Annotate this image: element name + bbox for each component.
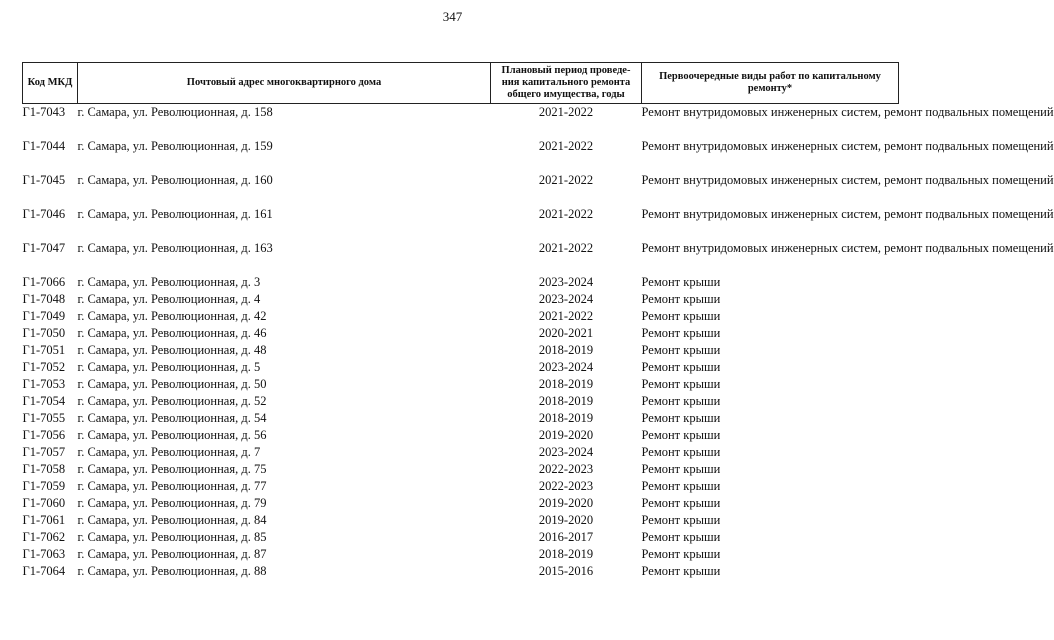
cell-period: 2019-2020 — [538, 428, 594, 442]
cell-period: 2018-2019 — [538, 343, 594, 357]
cell-address: г. Самара, ул. Революционная, д. 3 — [77, 275, 261, 289]
cell-works: Ремонт крыши — [641, 564, 721, 578]
table-row — [23, 240, 899, 274]
cell-works: Ремонт внутридомовых инженерных систем, ремонт подвальных помещений — [641, 207, 1054, 221]
cell-period: 2019-2020 — [538, 513, 594, 527]
cell-address: г. Самара, ул. Революционная, д. 79 — [77, 496, 267, 510]
cell-code: Г1-7055 — [22, 411, 66, 425]
repair-schedule-table — [22, 62, 1054, 580]
cell-period: 2018-2019 — [538, 411, 594, 425]
table-row — [23, 274, 899, 291]
cell-period: 2021-2022 — [538, 105, 594, 119]
table-row — [23, 206, 899, 240]
cell-address: г. Самара, ул. Революционная, д. 160 — [77, 173, 273, 187]
cell-period: 2019-2020 — [538, 496, 594, 510]
cell-works: Ремонт крыши — [641, 462, 721, 476]
cell-address: г. Самара, ул. Революционная, д. 85 — [77, 530, 267, 544]
table-row — [23, 529, 899, 546]
cell-works: Ремонт крыши — [641, 377, 721, 391]
cell-address: г. Самара, ул. Революционная, д. 56 — [77, 428, 267, 442]
cell-period: 2021-2022 — [538, 309, 594, 323]
cell-code: Г1-7061 — [22, 513, 66, 527]
table-row — [23, 308, 899, 325]
table-row — [23, 478, 899, 495]
cell-works: Ремонт внутридомовых инженерных систем, ремонт подвальных помещений — [641, 139, 1054, 153]
cell-code: Г1-7062 — [22, 530, 66, 544]
cell-code: Г1-7046 — [22, 207, 66, 221]
cell-works: Ремонт крыши — [641, 360, 721, 374]
cell-code: Г1-7043 — [22, 105, 66, 119]
cell-period: 2022-2023 — [538, 462, 594, 476]
cell-period: 2018-2019 — [538, 377, 594, 391]
cell-address: г. Самара, ул. Революционная, д. 5 — [77, 360, 261, 374]
cell-period: 2018-2019 — [538, 547, 594, 561]
table-row — [23, 104, 899, 139]
cell-code: Г1-7056 — [22, 428, 66, 442]
cell-address: г. Самара, ул. Революционная, д. 42 — [77, 309, 267, 323]
cell-code: Г1-7057 — [22, 445, 66, 459]
cell-code: Г1-7053 — [22, 377, 66, 391]
cell-code: Г1-7051 — [22, 343, 66, 357]
table-header — [23, 63, 899, 104]
cell-code: Г1-7063 — [22, 547, 66, 561]
cell-works: Ремонт крыши — [641, 411, 721, 425]
table-row — [23, 359, 899, 376]
cell-code: Г1-7050 — [22, 326, 66, 340]
cell-period: 2021-2022 — [538, 173, 594, 187]
cell-address: г. Самара, ул. Революционная, д. 158 — [77, 105, 273, 119]
cell-works: Ремонт крыши — [641, 428, 721, 442]
cell-works: Ремонт крыши — [641, 513, 721, 527]
cell-code: Г1-7047 — [22, 241, 66, 255]
header-works: Первоочередные виды работ по капитальному ремонту* — [642, 63, 899, 104]
cell-period: 2020-2021 — [538, 326, 594, 340]
table-row — [23, 444, 899, 461]
table-row — [23, 410, 899, 427]
table-row — [23, 342, 899, 359]
cell-address: г. Самара, ул. Революционная, д. 54 — [77, 411, 267, 425]
cell-address: г. Самара, ул. Революционная, д. 163 — [77, 241, 273, 255]
table-row — [23, 427, 899, 444]
cell-address: г. Самара, ул. Революционная, д. 50 — [77, 377, 267, 391]
header-code: Код МКД — [23, 63, 78, 104]
cell-works: Ремонт крыши — [641, 479, 721, 493]
cell-period: 2016-2017 — [538, 530, 594, 544]
cell-code: Г1-7045 — [22, 173, 66, 187]
cell-period: 2022-2023 — [538, 479, 594, 493]
cell-address: г. Самара, ул. Революционная, д. 159 — [77, 139, 273, 153]
cell-works: Ремонт крыши — [641, 547, 721, 561]
cell-works: Ремонт внутридомовых инженерных систем, ремонт подвальных помещений — [641, 241, 1054, 255]
cell-address: г. Самара, ул. Революционная, д. 75 — [77, 462, 267, 476]
cell-works: Ремонт крыши — [641, 275, 721, 289]
cell-works: Ремонт крыши — [641, 292, 721, 306]
table-row — [23, 325, 899, 342]
cell-period: 2023-2024 — [538, 275, 594, 289]
cell-period: 2023-2024 — [538, 292, 594, 306]
cell-address: г. Самара, ул. Революционная, д. 77 — [77, 479, 267, 493]
cell-code: Г1-7064 — [22, 564, 66, 578]
cell-code: Г1-7044 — [22, 139, 66, 153]
table-body — [22, 104, 1054, 581]
cell-code: Г1-7049 — [22, 309, 66, 323]
table-row — [23, 495, 899, 512]
cell-address: г. Самара, ул. Революционная, д. 161 — [77, 207, 273, 221]
header-period: Плановый период проведе-ния капитального ремонта общего имущества, годы — [491, 63, 642, 104]
cell-works: Ремонт крыши — [641, 394, 721, 408]
cell-works: Ремонт внутридомовых инженерных систем, ремонт подвальных помещений — [641, 105, 1054, 119]
cell-code: Г1-7048 — [22, 292, 66, 306]
table-row — [23, 512, 899, 529]
cell-works: Ремонт крыши — [641, 445, 721, 459]
header-address: Почтовый адрес многоквартирного дома — [78, 63, 491, 104]
table-row — [23, 546, 899, 563]
cell-address: г. Самара, ул. Революционная, д. 87 — [77, 547, 267, 561]
cell-works: Ремонт крыши — [641, 530, 721, 544]
cell-code: Г1-7066 — [22, 275, 66, 289]
page-number: 347 — [442, 9, 463, 24]
cell-works: Ремонт внутридомовых инженерных систем, ремонт подвальных помещений — [641, 173, 1054, 187]
cell-period: 2021-2022 — [538, 139, 594, 153]
cell-works: Ремонт крыши — [641, 326, 721, 340]
cell-address: г. Самара, ул. Революционная, д. 46 — [77, 326, 267, 340]
table-row — [23, 291, 899, 308]
table-row — [23, 138, 899, 172]
cell-address: г. Самара, ул. Революционная, д. 48 — [77, 343, 267, 357]
cell-code: Г1-7054 — [22, 394, 66, 408]
cell-period: 2021-2022 — [538, 207, 594, 221]
table-row — [23, 393, 899, 410]
cell-period: 2023-2024 — [538, 445, 594, 459]
cell-period: 2018-2019 — [538, 394, 594, 408]
cell-period: 2015-2016 — [538, 564, 594, 578]
table-row — [23, 172, 899, 206]
cell-works: Ремонт крыши — [641, 496, 721, 510]
cell-period: 2023-2024 — [538, 360, 594, 374]
cell-works: Ремонт крыши — [641, 309, 721, 323]
cell-code: Г1-7058 — [22, 462, 66, 476]
table-row — [23, 563, 899, 580]
cell-code: Г1-7060 — [22, 496, 66, 510]
cell-code: Г1-7052 — [22, 360, 66, 374]
cell-address: г. Самара, ул. Революционная, д. 84 — [77, 513, 267, 527]
table-row — [23, 376, 899, 393]
cell-address: г. Самара, ул. Революционная, д. 7 — [77, 445, 261, 459]
cell-address: г. Самара, ул. Революционная, д. 88 — [77, 564, 267, 578]
cell-code: Г1-7059 — [22, 479, 66, 493]
cell-period: 2021-2022 — [538, 241, 594, 255]
cell-works: Ремонт крыши — [641, 343, 721, 357]
cell-address: г. Самара, ул. Революционная, д. 52 — [77, 394, 267, 408]
table-row — [23, 461, 899, 478]
header-row — [23, 63, 899, 104]
cell-address: г. Самара, ул. Революционная, д. 4 — [77, 292, 261, 306]
